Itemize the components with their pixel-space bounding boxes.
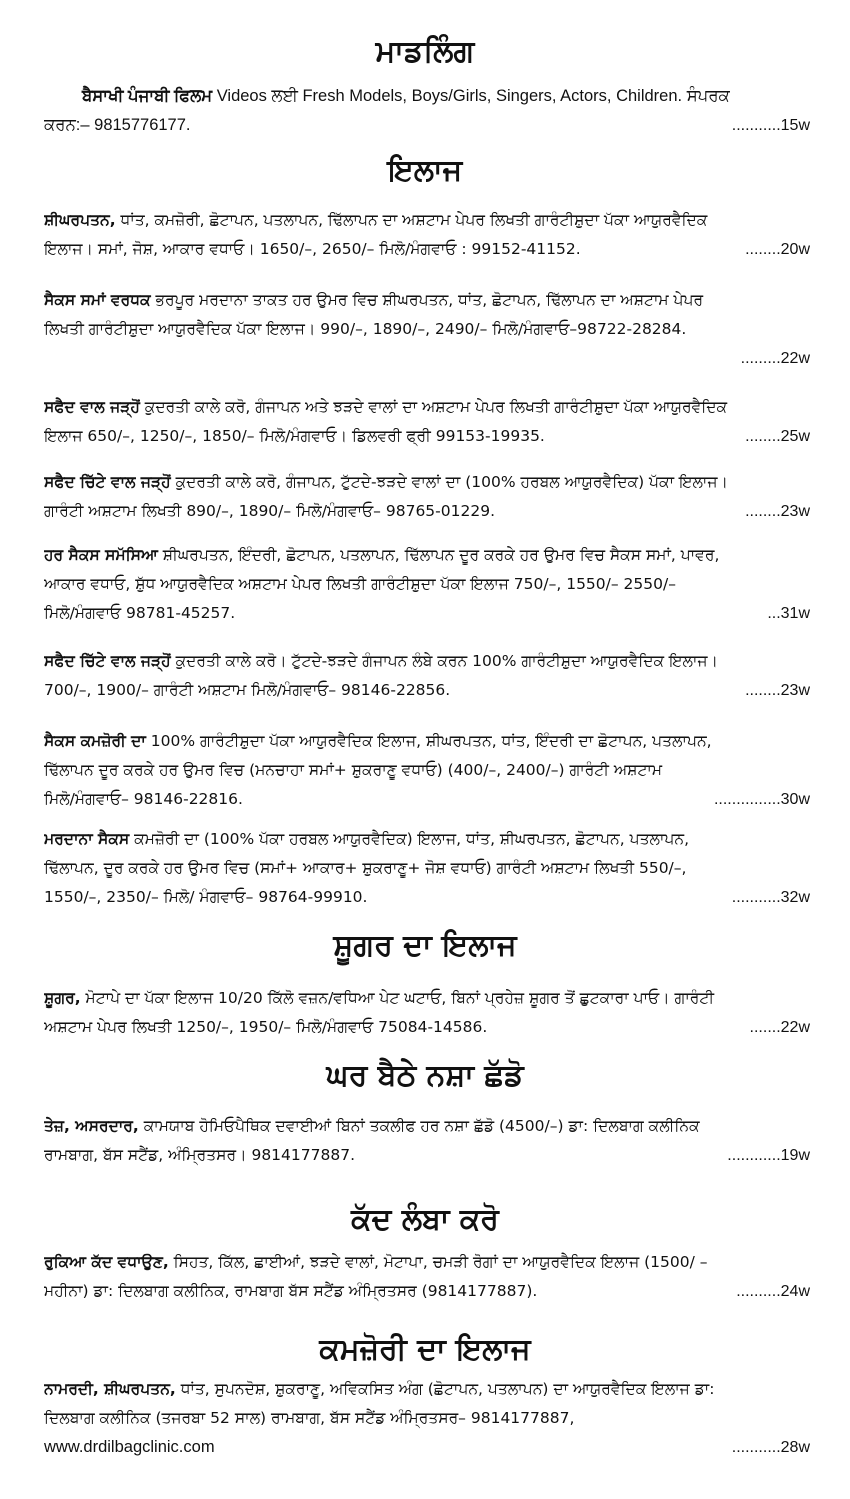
ad-code: ........25w [741, 422, 810, 451]
ad-line [44, 599, 810, 628]
ad-code: ........23w [741, 497, 810, 526]
ad-code: .........22w [737, 344, 810, 373]
ad-treatment-5 [44, 541, 810, 628]
ad-line [44, 1248, 810, 1277]
ad-text: ਭਰਪੂਰ ਮਰਦਾਨਾ ਤਾਕਤ ਹਰ ਉਮਰ ਵਿਚ ਸ਼ੀਘਰਪਤਨ, ਧਾਂਤ, ਛੋਟਾਪਨ, ਢਿੱਲਾਪਨ ਦਾ ਅਸ਼ਟਾਮ ਪੇਪਰ [150, 291, 704, 309]
ad-code: .......22w [746, 1013, 810, 1042]
ad-line [44, 393, 810, 422]
ad-treatment-6 [44, 647, 810, 705]
website-link[interactable]: www.drdilbagclinic.com [44, 1438, 215, 1456]
ad-text: ਢਿੱਲਾਪਨ, ਦੂਰ ਕਰਕੇ ਹਰ ਉਮਰ ਵਿਚ (ਸਮਾਂ+ ਆਕਾਰ+ ਸ਼ੁਕਰਾਣੂ+ ਜੋਸ਼ ਵਧਾਓ) ਗਾਰੰਟੀ ਅਸ਼ਟਾਮ ਲਿਖਤੀ 550/–, [44, 859, 687, 877]
ad-treatment-8 [44, 825, 810, 912]
ad-treatment-3 [44, 393, 810, 451]
ad-lead: ਸਫੈਦ ਚਿੱਟੇ ਵਾਲ ਜੜ੍ਹੋਂ [44, 652, 171, 670]
ad-line [44, 984, 810, 1013]
ad-line [44, 422, 810, 451]
section-heading-modelling: ਮਾਡਲਿੰਗ [375, 34, 475, 69]
ad-lead: ਸ਼ੀਘਰਪਤਨ, [44, 211, 116, 229]
ad-text: ਮਿਲੋ/ਮੰਗਵਾਓ 98781-45257. [44, 604, 236, 622]
ad-lead: ਸਫੈਦ ਚਿੱਟੇ ਵਾਲ ਜੜ੍ਹੋਂ [44, 473, 171, 491]
ad-modelling-1 [44, 82, 810, 140]
ad-line [44, 111, 810, 140]
ad-line [44, 1112, 810, 1141]
ad-code: ............19w [723, 1141, 810, 1170]
section-heading-quit-addiction: ਘਰ ਬੈਠੇ ਨਸ਼ਾ ਛੱਡੋ [326, 1058, 524, 1093]
ad-text: ਆਕਾਰ ਵਧਾਓ, ਸ਼ੁੱਧ ਆਯੁਰਵੈਦਿਕ ਅਸ਼ਟਾਮ ਪੇਪਰ ਲਿਖਤੀ ਗਾਰੰਟੀਸ਼ੁਦਾ ਪੱਕਾ ਇਲਾਜ 750/–, 1550/– 2550/– [44, 575, 676, 593]
ad-code: ...31w [763, 599, 810, 628]
ad-lead: ਹਰ ਸੈਕਸ ਸਮੱਸਿਆ [44, 546, 158, 564]
ad-line [44, 676, 810, 705]
ad-text: ਮਿਲੋ/ਮੰਗਵਾਓ– 98146-22816. [44, 790, 243, 808]
ad-text: ਧਾਂਤ, ਕਮਜ਼ੋਰੀ, ਛੋਟਾਪਨ, ਪਤਲਾਪਨ, ਢਿੱਲਾਪਨ ਦਾ ਅਸ਼ਟਾਮ ਪੇਪਰ ਲਿਖਤੀ ਗਾਰੰਟੀਸ਼ੁਦਾ ਪੱਕਾ ਆਯੁਰਵੈਦਿਕ [115, 211, 708, 229]
ad-treatment-1 [44, 206, 810, 264]
ad-line [44, 1277, 810, 1306]
ad-line [44, 1404, 810, 1433]
ad-treatment-4 [44, 468, 810, 526]
ad-lead: ਤੇਜ਼, ਅਸਰਦਾਰ, [44, 1117, 139, 1135]
ad-text: ਢਿੱਲਾਪਨ ਦੂਰ ਕਰਕੇ ਹਰ ਉਮਰ ਵਿਚ (ਮਨਚਾਹਾ ਸਮਾਂ+ ਸ਼ੁਕਰਾਣੂ ਵਧਾਓ) (400/–, 2400/–) ਗਾਰੰਟੀ ਅਸ਼ਟਾਮ [44, 761, 663, 779]
ad-lead: ਨਾਮਰਦੀ, ਸ਼ੀਘਰਪਤਨ, [44, 1380, 176, 1398]
ad-weakness-1 [44, 1375, 810, 1462]
ad-line [44, 235, 810, 264]
ad-line [44, 468, 810, 497]
ad-line [44, 727, 810, 756]
ad-text: Videos ਲਈ Fresh Models, Boys/Girls, Singers, Actors, Children. ਸੰਪਰਕ [212, 87, 730, 105]
ad-text: ਅਸ਼ਟਾਮ ਪੇਪਰ ਲਿਖਤੀ 1250/–, 1950/– ਮਿਲੋ/ਮੰਗਵਾਓ 75084-14586. [44, 1018, 488, 1036]
section-heading-height: ਕੱਦ ਲੰਬਾ ਕਰੋ [351, 1202, 499, 1237]
ad-sugar-1 [44, 984, 810, 1042]
ad-line [44, 206, 810, 235]
ad-text: ਲਿਖਤੀ ਗਾਰੰਟੀਸ਼ੁਦਾ ਆਯੁਰਵੈਦਿਕ ਪੱਕਾ ਇਲਾਜ। 990/–, 1890/–, 2490/– ਮਿਲੋ/ਮੰਗਵਾਓ–98722-28284. [44, 320, 687, 338]
ad-text: ਰਾਮਬਾਗ, ਬੱਸ ਸਟੈਂਡ, ਅੰਮ੍ਰਿਤਸਰ। 9814177887. [44, 1146, 355, 1164]
ad-line [44, 756, 810, 785]
ad-addiction-1 [44, 1112, 810, 1170]
ad-line [44, 1433, 810, 1462]
ad-text: ਦਿਲਬਾਗ ਕਲੀਨਿਕ (ਤਜਰਬਾ 52 ਸਾਲ) ਰਾਮਬਾਗ, ਬੱਸ ਸਟੈਂਡ ਅੰਮ੍ਰਿਤਸਰ– 9814177887, [44, 1409, 575, 1427]
ad-code: ........20w [741, 235, 810, 264]
ad-lead: ਰੁਕਿਆ ਕੱਦ ਵਧਾਉਣ, [44, 1253, 169, 1271]
ad-line [44, 1013, 810, 1042]
ad-line [44, 541, 810, 570]
ad-line [44, 647, 810, 676]
ad-code: ..........24w [732, 1277, 810, 1306]
ad-text: ਧਾਂਤ, ਸੁਪਨਦੋਸ਼, ਸ਼ੁਕਰਾਣੂ, ਅਵਿਕਸਿਤ ਅੰਗ (ਛੋਟਾਪਨ, ਪਤਲਾਪਨ) ਦਾ ਆਯੁਰਵੈਦਿਕ ਇਲਾਜ ਡਾ: [175, 1380, 715, 1398]
ad-text: ਕੁਦਰਤੀ ਕਾਲੇ ਕਰੋ, ਗੰਜਾਪਨ ਅਤੇ ਝੜਦੇ ਵਾਲਾਂ ਦਾ ਅਸ਼ਟਾਮ ਪੇਪਰ ਲਿਖਤੀ ਗਾਰੰਟੀਸ਼ੁਦਾ ਪੱਕਾ ਆਯੁਰਵੈਦਿਕ [139, 398, 728, 416]
ad-text: ਸਿਹਤ, ਕਿੱਲ, ਛਾਈਆਂ, ਝੜਦੇ ਵਾਲਾਂ, ਮੋਟਾਪਾ, ਚਮੜੀ ਰੋਗਾਂ ਦਾ ਆਯੁਰਵੈਦਿਕ ਇਲਾਜ (1500/ – [168, 1253, 708, 1271]
ad-text: ਕੁਦਰਤੀ ਕਾਲੇ ਕਰੋ, ਗੰਜਾਪਨ, ਟੁੱਟਦੇ-ਝੜਦੇ ਵਾਲਾਂ ਦਾ (100% ਹਰਬਲ ਆਯੁਰਵੈਦਿਕ) ਪੱਕਾ ਇਲਾਜ। [170, 473, 728, 491]
ad-line [44, 286, 810, 315]
ad-line [44, 825, 810, 854]
ad-text: ਮੋਟਾਪੇ ਦਾ ਪੱਕਾ ਇਲਾਜ 10/20 ਕਿੱਲੋ ਵਜ਼ਨ/ਵਧਿਆ ਪੇਟ ਘਟਾਓ, ਬਿਨਾਂ ਪ੍ਰਹੇਜ਼ ਸ਼ੂਗਰ ਤੋਂ ਛੁਟਕਾਰਾ ਪਾਓ। ਗਾਰੰਟੀ [80, 989, 714, 1007]
ad-height-1 [44, 1248, 810, 1306]
ad-text: ਕਾਮਯਾਬ ਹੋਮਿਓਪੈਥਿਕ ਦਵਾਈਆਂ ਬਿਨਾਂ ਤਕਲੀਫ ਹਰ ਨਸ਼ਾ ਛੱਡੋ (4500/–) ਡਾ: ਦਿਲਬਾਗ ਕਲੀਨਿਕ [138, 1117, 700, 1135]
ad-line [44, 785, 810, 814]
ad-treatment-2 [44, 286, 810, 373]
ad-line [44, 315, 810, 344]
ad-text: ਇਲਾਜ। ਸਮਾਂ, ਜੋਸ਼, ਆਕਾਰ ਵਧਾਓ। 1650/–, 2650/– ਮਿਲੋ/ਮੰਗਵਾਓ : 99152-41152. [44, 240, 581, 258]
ad-code: ...........32w [728, 883, 810, 912]
section-heading-sugar: ਸ਼ੂਗਰ ਦਾ ਇਲਾਜ [333, 928, 517, 963]
ad-text: ਕਰਨ:– 9815776177. [44, 116, 191, 134]
section-heading-treatment: ਇਲਾਜ [387, 153, 463, 188]
ad-lead: ਬੈਸਾਖੀ ਪੰਜਾਬੀ ਫਿਲਮ [82, 87, 213, 105]
ad-line [44, 82, 810, 111]
ad-lead: ਸਫੈਦ ਵਾਲ ਜੜ੍ਹੋਂ [44, 398, 140, 416]
ad-text: 1550/–, 2350/– ਮਿਲੋ/ ਮੰਗਵਾਓ– 98764-99910. [44, 888, 368, 906]
ad-text: ਕਮਜ਼ੋਰੀ ਦਾ (100% ਪੱਕਾ ਹਰਬਲ ਆਯੁਰਵੈਦਿਕ) ਇਲਾਜ, ਧਾਂਤ, ਸ਼ੀਘਰਪਤਨ, ਛੋਟਾਪਨ, ਪਤਲਾਪਨ, [129, 830, 690, 848]
ad-treatment-7 [44, 727, 810, 814]
ad-lead: ਸੈਕਸ ਸਮਾਂ ਵਰਧਕ [44, 291, 151, 309]
section-heading-weakness: ਕਮਜ਼ੋਰੀ ਦਾ ਇਲਾਜ [319, 1332, 531, 1367]
ad-text: ਸ਼ੀਘਰਪਤਨ, ਇੰਦਰੀ, ਛੋਟਾਪਨ, ਪਤਲਾਪਨ, ਢਿੱਲਾਪਨ ਦੂਰ ਕਰਕੇ ਹਰ ਉਮਰ ਵਿਚ ਸੈਕਸ ਸਮਾਂ, ਪਾਵਰ, [157, 546, 720, 564]
ad-code: ........23w [741, 676, 810, 705]
ad-text: ਕੁਦਰਤੀ ਕਾਲੇ ਕਰੋ। ਟੁੱਟਦੇ-ਝੜਦੇ ਗੰਜਾਪਨ ਲੰਬੇ ਕਰਨ 100% ਗਾਰੰਟੀਸ਼ੁਦਾ ਆਯੁਰਵੈਦਿਕ ਇਲਾਜ। [170, 652, 718, 670]
ad-lead: ਸ਼ੂਗਰ, [44, 989, 81, 1007]
ad-text: 700/–, 1900/– ਗਾਰੰਟੀ ਅਸ਼ਟਾਮ ਮਿਲੋ/ਮੰਗਵਾਓ– 98146-22856. [44, 681, 451, 699]
ad-text: 100% ਗਾਰੰਟੀਸ਼ੁਦਾ ਪੱਕਾ ਆਯੁਰਵੈਦਿਕ ਇਲਾਜ, ਸ਼ੀਘਰਪਤਨ, ਧਾਂਤ, ਇੰਦਰੀ ਦਾ ਛੋਟਾਪਨ, ਪਤਲਾਪਨ, [145, 732, 712, 750]
ad-text: ਮਹੀਨਾ) ਡਾ: ਦਿਲਬਾਗ ਕਲੀਨਿਕ, ਰਾਮਬਾਗ ਬੱਸ ਸਟੈਂਡ ਅੰਮ੍ਰਿਤਸਰ (9814177887). [44, 1282, 538, 1300]
ad-lead: ਮਰਦਾਨਾ ਸੈਕਸ [44, 830, 130, 848]
ad-line [44, 883, 810, 912]
ad-line [44, 854, 810, 883]
ad-line [44, 1375, 810, 1404]
ad-text: ਗਾਰੰਟੀ ਅਸ਼ਟਾਮ ਲਿਖਤੀ 890/–, 1890/– ਮਿਲੋ/ਮੰਗਵਾਓ– 98765-01229. [44, 502, 495, 520]
ad-line [44, 570, 810, 599]
ad-line [44, 497, 810, 526]
ad-line [44, 344, 810, 373]
ad-lead: ਸੈਕਸ ਕਮਜ਼ੋਰੀ ਦਾ [44, 732, 146, 750]
ad-code: ...........15w [728, 111, 810, 140]
ad-code: ...............30w [710, 785, 810, 814]
ad-text: ਇਲਾਜ 650/–, 1250/–, 1850/– ਮਿਲੋ/ਮੰਗਵਾਓ। ਡਿਲਵਰੀ ਫ੍ਰੀ 99153-19935. [44, 427, 545, 445]
ad-line [44, 1141, 810, 1170]
ad-code: ...........28w [728, 1433, 810, 1462]
